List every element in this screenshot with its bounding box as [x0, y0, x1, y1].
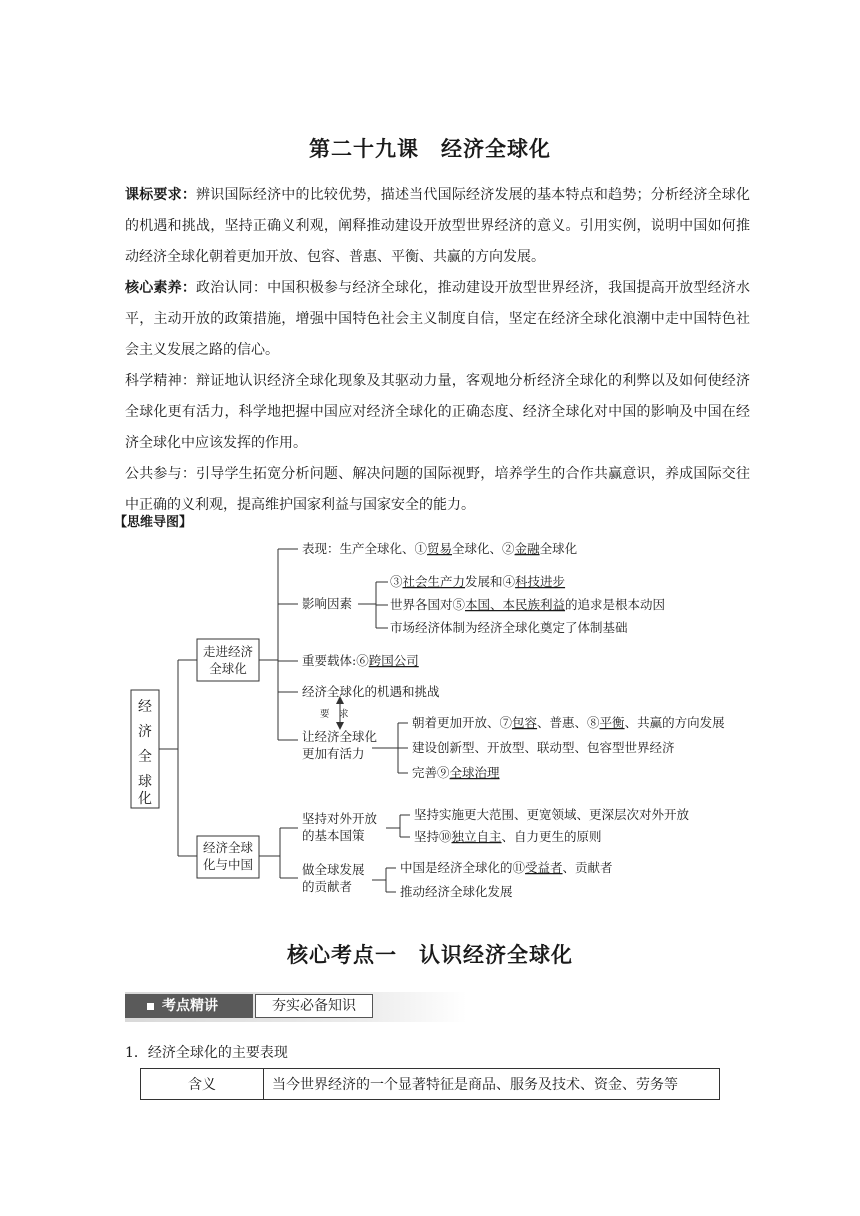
branch2-line2: 化与中国 [202, 857, 254, 872]
label-kebiao: 课标要求： [125, 187, 197, 203]
banner-left: 考点精讲 [162, 998, 218, 1014]
node-yx1: ③社会生产力发展和④科技进步 [390, 574, 566, 589]
node-jiyu: 经济全球化的机遇和挑战 [302, 684, 440, 699]
root-char-3: 全 [138, 749, 152, 765]
banner-right: 夯实必备知识 [255, 994, 373, 1018]
node-yaoqiu: 要 求 [320, 709, 349, 720]
page-title: 第二十九课 经济全球化 [309, 137, 551, 161]
paragraph-kexue: 科学精神：辩证地认识经济全球化现象及其驱动力量，客观地分析经济全球化的利弊以及如何使经济全球化更有活力，科学地把握中国应对经济全球化的正确态度、经济全球化对中国的影响及中国在经济全球化中应该发挥的作用。 [125, 373, 750, 451]
branch1-line1: 走进经济 [202, 644, 254, 659]
section-banner [125, 992, 467, 1022]
definition-table [140, 1068, 720, 1100]
node-duiwai-2: 的基本国策 [302, 828, 365, 843]
table-value: 当今世界经济的一个显著特征是商品、服务及技术、资金、劳务等 [264, 1069, 720, 1100]
node-dw1: 坚持实施更大范围、更宽领域、更深层次对外开放 [414, 807, 690, 822]
node-gx1: 中国是经济全球化的⑪受益者、贡献者 [400, 860, 613, 875]
section-title: 核心考点一 认识经济全球化 [287, 943, 573, 967]
branch2-line1: 经济全球 [202, 840, 254, 855]
mindmap-label: 【思维导图】 [114, 515, 193, 530]
node-duiwai-1: 坚持对外开放 [302, 811, 378, 826]
root-char-5: 化 [138, 791, 152, 807]
node-huoli-1: 让经济全球化 [302, 729, 378, 744]
root-char-2: 济 [138, 724, 152, 740]
node-huoli-2: 更加有活力 [302, 746, 365, 761]
node-gx2: 推动经济全球化发展 [400, 884, 513, 899]
node-gongxian-1: 做全球发展 [302, 862, 365, 877]
subheading: 1．经济全球化的主要表现 [125, 1045, 288, 1061]
root-char-1: 经 [138, 699, 152, 715]
node-biaoxian: 表现：生产全球化、①贸易全球化、②金融全球化 [302, 541, 578, 556]
branch1-line2: 全球化 [209, 661, 247, 676]
node-dw2: 坚持⑩独立自主、自力更生的原则 [414, 829, 602, 844]
table-key: 含义 [141, 1069, 264, 1100]
node-yingxiang: 影响因素 [302, 596, 353, 611]
paragraph-gonggong: 公共参与：引导学生拓宽分析问题、解决问题的国际视野，培养学生的合作共赢意识，养成国际交往中正确的义利观，提高维护国家利益与国家安全的能力。 [125, 466, 750, 513]
node-hl2: 建设创新型、开放型、联动型、包容型世界经济 [412, 740, 675, 755]
node-yx2: 世界各国对⑤本国、本民族利益的追求是根本动因 [390, 597, 666, 612]
node-zaiti: 重要载体:⑥跨国公司 [302, 653, 419, 668]
label-hexin: 核心素养： [125, 280, 197, 296]
text-hexin: 政治认同：中国积极参与经济全球化，推动建设开放型世界经济，我国提高开放型经济水平，主动开放的政策措施，增强中国特色社会主义制度自信，坚定在经济全球化浪潮中走中国特色社会主义发展之路的信心。 [125, 280, 750, 358]
node-hl3: 完善⑨全球治理 [412, 765, 500, 780]
root-char-4: 球 [138, 774, 152, 790]
node-yx3: 市场经济体制为经济全球化奠定了体制基础 [390, 620, 628, 635]
text-kebiao: 辨识国际经济中的比较优势，描述当代国际经济发展的基本特点和趋势；分析经济全球化的机遇和挑战，坚持正确义利观，阐释推动建设开放型世界经济的意义。引用实例，说明中国如何推动经济全球化朝着更加开放、包容、普惠、平衡、共赢的方向发展。 [125, 187, 750, 265]
table-row [141, 1069, 720, 1100]
node-gongxian-2: 的贡献者 [302, 879, 353, 894]
node-hl1: 朝着更加开放、⑦包容、普惠、⑧平衡、共赢的方向发展 [412, 715, 725, 730]
